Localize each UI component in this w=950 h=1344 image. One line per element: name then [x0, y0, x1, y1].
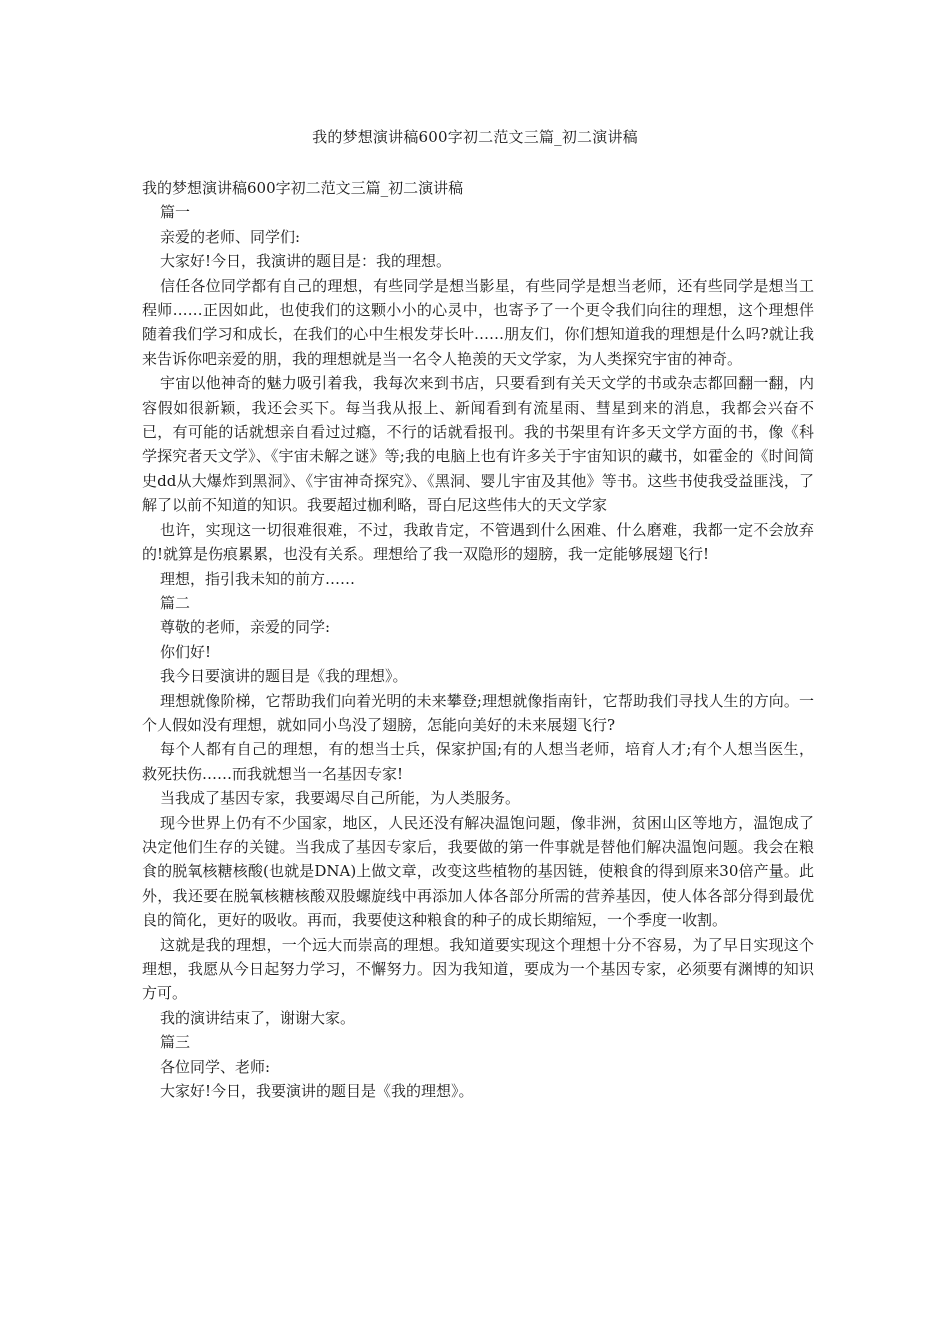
document-title: 我的梦想演讲稿600字初二范文三篇_初二演讲稿 [312, 128, 638, 146]
section-heading-2: 篇二 [160, 593, 191, 612]
section-heading-3: 篇三 [160, 1033, 191, 1052]
section-heading-1: 篇一 [160, 203, 191, 222]
paragraph-body: 每个人都有自己的理想，有的想当士兵，保家护国;有的人想当老师，培育人才;有个人想当医生，救死扶伤……而我就想当一名基因专家! [142, 740, 814, 783]
paragraph-greeting-2: 尊敬的老师，亲爱的同学: [160, 618, 331, 637]
paragraph-body: 当我成了基因专家，我要竭尽自己所能，为人类服务。 [160, 789, 521, 808]
paragraph-greeting-3: 各位同学、老师: [160, 1057, 271, 1076]
paragraph-intro-3: 大家好!今日，我要演讲的题目是《我的理想》。 [160, 1082, 474, 1101]
paragraph-body: 也许，实现这一切很难很难，不过，我敢肯定，不管遇到什么困难、什么磨难，我都一定不会放弃的!就算是伤痕累累，也没有关系。理想给了我一双隐形的翅膀，我一定能够展翅飞行! [142, 520, 814, 564]
paragraph-closing: 我的演讲结束了，谢谢大家。 [160, 1008, 356, 1027]
paragraph-body: 这就是我的理想，一个远大而崇高的理想。我知道要实现这个理想十分不容易，为了早日实现这个理想，我愿从今日起努力学习，不懈努力。因为我知道，要成为一个基因专家，必须要有渊博的知识方可。 [142, 935, 814, 1003]
paragraph-body: 宇宙以他神奇的魅力吸引着我，我每次来到书店，只要看到有关天文学的书或杂志都回翻一翻，内容假如很新颖，我还会买下。每当我从报上、新闻看到有流星雨、彗星到来的消息，我都会兴奋不已，有可能的话就想亲自看过过瘾，不行的话就看报刊。我的书架里有许多天文学方面的书，像《科学探究者天文学》、《宇宙未解之谜》等;我的电脑上也有许多关于宇宙知识的藏书，如霍金的《时间简史dd从大爆炸到黑洞》、《宇宙神奇探究》、《黑洞、婴儿宇宙及其他》等书。这些书使我受益匪浅，了解了以前不知道的知识。我要超过枷利略，哥白尼这些伟大的天文学家 [142, 374, 814, 515]
paragraph-intro-2: 我今日要演讲的题目是《我的理想》。 [160, 667, 408, 686]
document-body [142, 176, 814, 1103]
paragraph-body: 理想，指引我未知的前方…… [160, 569, 356, 588]
paragraph-greeting-1: 亲爱的老师、同学们: [160, 227, 301, 246]
paragraph-body: 你们好! [160, 642, 212, 661]
paragraph-body: 现今世界上仍有不少国家，地区，人民还没有解决温饱问题，像非洲，贫困山区等地方，温饱成了决定他们生存的关键。当我成了基因专家后，我要做的第一件事就是替他们解决温饱问题。我会在粮食的脱氧核糖核酸(也就是DNA)上做文章，改变这些植物的基因链，使粮食的得到原来30倍产量。此外，我还要在脱氧核糖核酸双股螺旋线中再添加人体各部分所需的营养基因，使人体各部分得到最优良的简化，更好的吸收。再而，我要使这种粮食的种子的成长期缩短，一个季度一收割。 [142, 813, 814, 930]
paragraph-body: 信任各位同学都有自己的理想，有些同学是想当影星，有些同学是想当老师，还有些同学是想当工程师……正因如此，也使我们的这颗小小的心灵中，也寄予了一个更令我们向往的理想，这个理想伴随着我们学习和成长，在我们的心中生根发芽长叶……朋友们，你们想知道我的理想是什么吗?就让我来告诉你吧亲爱的朋，我的理想就是当一名令人艳羡的天文学家，为人类探究宇宙的神奇。 [142, 276, 814, 368]
body-heading: 我的梦想演讲稿600字初二范文三篇_初二演讲稿 [142, 179, 464, 197]
paragraph-intro-1: 大家好!今日，我演讲的题目是：我的理想。 [160, 252, 452, 271]
paragraph-body: 理想就像阶梯，它帮助我们向着光明的未来攀登;理想就像指南针，它帮助我们寻找人生的方向。一个人假如没有理想，就如同小鸟没了翅膀，怎能向美好的未来展翅飞行? [142, 691, 814, 734]
